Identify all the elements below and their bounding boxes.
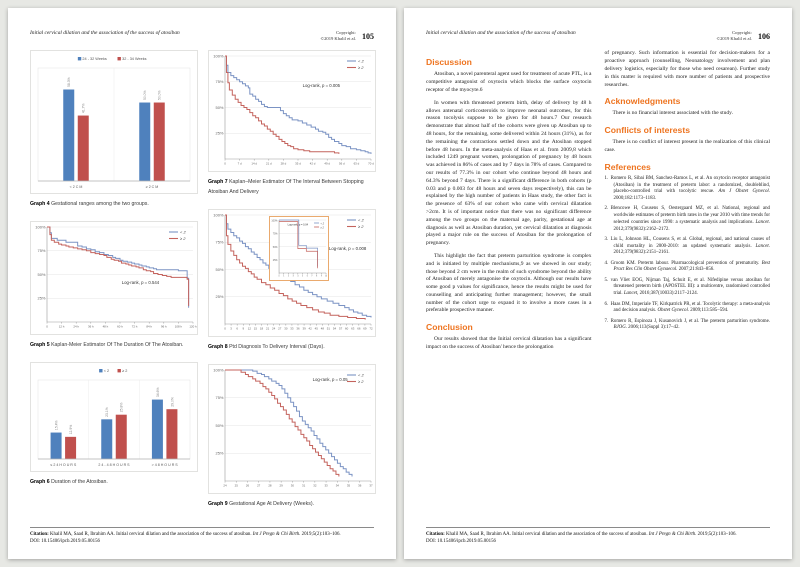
svg-text:Log-rank, p = 0.005: Log-rank, p = 0.005: [302, 83, 341, 89]
svg-text:12: 12: [247, 326, 251, 331]
svg-text:Log-rank, p = 0.05: Log-rank, p = 0.05: [312, 377, 348, 383]
graph9-chart: [208, 364, 376, 494]
svg-text:63: 63: [351, 326, 355, 331]
svg-text:Log-rank, p = 0.04: Log-rank, p = 0.04: [287, 223, 308, 227]
graph8-caption-label: Graph 8: [208, 344, 228, 351]
graph5-caption: [30, 341, 196, 351]
svg-text:18: 18: [259, 326, 264, 331]
svg-text:6: 6: [306, 276, 308, 279]
reference-item: 1. Romero R, Sibai BM, Sanchez-Ramos L, et al. An oxytocin receptor antagonist (Atosiban) in the treatment of preterm labor: a randomized, doubleblind, placebo-controlled trial with tocolytic rescue. Am J Obstet Gynecol. 2000;182:1173–1183.: [604, 175, 770, 202]
svg-text:35 d: 35 d: [295, 161, 301, 166]
svg-text:70 d: 70 d: [368, 161, 374, 166]
svg-text:3: 3: [230, 326, 232, 331]
svg-text:60: 60: [345, 326, 349, 331]
svg-text:29.0%: 29.0%: [170, 397, 175, 407]
svg-text:36: 36: [358, 483, 362, 488]
svg-text:Log-rank, p = 0.544: Log-rank, p = 0.544: [121, 280, 160, 286]
svg-text:24 h: 24 h: [73, 324, 80, 329]
graph9-caption: [208, 500, 374, 510]
svg-text:> 4 8 H O U R S: > 4 8 H O U R S: [151, 463, 178, 468]
svg-text:84 h: 84 h: [146, 324, 153, 329]
svg-text:0: 0: [278, 276, 280, 279]
svg-text:0: 0: [224, 161, 226, 166]
svg-text:2: 2: [287, 276, 289, 279]
svg-text:27: 27: [257, 483, 261, 488]
svg-text:10: 10: [324, 276, 327, 279]
svg-text:24: 24: [272, 326, 276, 331]
conclusion-continuation: of pregnancy. Such information is essential for decision-makers for a proactive approach (counselling, Neonatology involvement and plan delivery logistics, especially for those who need cesarean). Further study in this matter is required with more number of patients and prospective researches.: [604, 50, 770, 88]
svg-text:50%: 50%: [272, 246, 278, 250]
page-number: 105: [362, 31, 374, 41]
graph9-caption-text: Gestational Age At Delivery (Weeks).: [229, 501, 315, 507]
page-header: [30, 30, 374, 42]
svg-text:21: 21: [265, 326, 270, 331]
svg-text:36: 36: [296, 326, 300, 331]
running-title: Initial cervical dilation and the association of the success of atosiban: [30, 30, 180, 36]
reference-item: 3. Liu L, Johnson HL, Cousens S, et al. Global, regional, and national causes of child mortality in 2000-2010: an updated systematic analysis. Lancet. 2012;379(9832):2151–2161.: [604, 236, 770, 256]
graph5-chart: [30, 221, 198, 335]
conflicts-heading: Conflicts of interests: [604, 125, 690, 136]
graph7-chart: [208, 50, 376, 172]
graph4-caption-label: Graph 4: [30, 201, 50, 208]
conclusion-heading: Conclusion: [426, 322, 473, 333]
citation-label: Citation:: [30, 531, 49, 537]
svg-text:< 2: < 2: [103, 369, 110, 374]
figure-graph6: [30, 362, 196, 488]
svg-text:69: 69: [363, 326, 367, 331]
citation-doi: DOI: 10.15406/ipcb.2019.05.00156: [30, 538, 100, 544]
svg-text:15.4%: 15.4%: [54, 420, 59, 431]
svg-text:120 h: 120 h: [189, 324, 197, 329]
graph8-inset-chart: [269, 216, 329, 281]
svg-text:36 h: 36 h: [87, 324, 94, 329]
svg-text:24: 24: [223, 483, 227, 488]
text-column-left: [426, 50, 592, 357]
svg-text:54: 54: [332, 326, 337, 331]
citation-text: Khalil MA, Saad R, Ibrahim AA. Initial cervical dilation and the association of the success of atosiban.: [445, 531, 648, 537]
svg-text:32: 32: [313, 483, 317, 488]
conflicts-text: There is no conflict of interest present in the realization of this clinical case.: [604, 139, 770, 153]
running-title: Initial cervical dilation and the association of the success of atosiban: [426, 30, 576, 36]
graph5-caption-text: Kaplan-Meier Estimator Of The Duration Of The Atosiban.: [51, 342, 184, 349]
svg-text:30: 30: [284, 326, 288, 331]
svg-text:75%: 75%: [215, 79, 224, 85]
svg-text:51: 51: [326, 326, 331, 331]
svg-text:41.7%: 41.7%: [81, 103, 86, 114]
svg-text:33: 33: [324, 483, 328, 488]
svg-text:23.1%: 23.1%: [105, 407, 110, 417]
svg-text:12 h: 12 h: [58, 324, 65, 329]
text-columns: [426, 50, 770, 357]
citation-footer: [30, 527, 374, 545]
references-heading: References: [604, 161, 651, 172]
svg-text:25%: 25%: [215, 450, 224, 456]
svg-text:33: 33: [290, 326, 294, 331]
references-list: [605, 176, 771, 332]
svg-text:6: 6: [236, 326, 238, 331]
svg-text:14 d: 14 d: [251, 161, 258, 166]
svg-text:50%: 50%: [215, 266, 224, 272]
svg-text:8: 8: [315, 276, 317, 279]
citation-volume: 2019;5(2):103–106.: [697, 531, 737, 537]
copyright-label: Copyright:: [732, 30, 752, 35]
svg-text:63 d: 63 d: [353, 161, 360, 166]
svg-text:2 4 - 4 8 H O U R S: 2 4 - 4 8 H O U R S: [98, 463, 130, 468]
svg-text:25%: 25%: [215, 294, 224, 300]
svg-text:≥ 2 C M: ≥ 2 C M: [145, 185, 159, 190]
figure-graph4: [30, 50, 196, 210]
svg-text:≥ 2: ≥ 2: [358, 378, 364, 384]
reference-item: 6. Haas DM, Imperiale TF, Kirkpatrick PR, et al. Tocolytic therapy: a meta-analysis and decision analysis. Obstet Gynecol. 2009;113:585–594.: [604, 301, 770, 314]
svg-text:0: 0: [46, 324, 48, 329]
discussion-paragraph-1: Atosiban, a novel parenteral agent used for treatment of acute PTL, is a competitive antagonist of oxytocin which blocks the surface oxytocin receptor of the myocyte.6: [426, 71, 592, 93]
svg-text:75%: 75%: [215, 239, 224, 245]
acknowledgments-text: There is no financial interest associated with the study.: [612, 110, 733, 117]
svg-text:75%: 75%: [272, 232, 278, 236]
svg-text:< 2: < 2: [180, 229, 186, 235]
svg-text:50%: 50%: [37, 272, 46, 278]
graph6-caption: [30, 478, 196, 488]
citation-line: [30, 531, 374, 545]
svg-text:34.6%: 34.6%: [155, 387, 160, 398]
svg-text:Log-rank, p = 0.008: Log-rank, p = 0.008: [328, 246, 367, 252]
svg-text:75%: 75%: [37, 248, 46, 254]
graph7-caption-text: Kaplan–Meier Estimator Of The Interval Between Stopping Atosiban And Delivery: [208, 179, 364, 196]
svg-text:25%: 25%: [272, 259, 278, 263]
svg-text:9: 9: [242, 326, 245, 331]
svg-text:100%: 100%: [271, 219, 278, 223]
svg-text:3: 3: [292, 276, 294, 279]
svg-text:30: 30: [290, 483, 294, 488]
svg-text:≥ 2: ≥ 2: [122, 369, 128, 374]
svg-text:25: 25: [234, 483, 238, 488]
svg-text:25%: 25%: [37, 295, 46, 301]
svg-text:100%: 100%: [213, 367, 224, 373]
acknowledgments-heading: Acknowledgments: [604, 96, 681, 107]
graph4-caption: [30, 200, 196, 210]
citation-text: Khalil MA, Saad R, Ibrahim AA. Initial cervical dilation and the association of the success of atosiban.: [49, 531, 252, 537]
citation-footer: [426, 527, 770, 545]
copyright-block: [717, 30, 752, 42]
svg-text:25%: 25%: [215, 130, 224, 136]
figure-graph9: [208, 364, 374, 510]
conclusion-paragraph: Our results showed that the Initial cervical dilatation has a significant impact on the success of Atosiban' hence the prolongation: [426, 336, 592, 351]
svg-text:35: 35: [346, 483, 351, 488]
graph8-chart: [208, 209, 376, 337]
svg-text:60 h: 60 h: [117, 324, 123, 329]
discussion-paragraph-2: In women with threatened preterm birth, delay of delivery by 48 h allows antenatal corticosteroids to improve neonatal outcomes, for this reason tocolysis suppose to be given for 48 hours.7 Our research demonstrate that almost half of the cohorts were given up Atosiban up to 48 hours, for the remaining, some delivered within 24 hours (31%), as for the remaining the contractions settled down and the Atosiban stopped before 48 hours. In the meta-analysis of Haas et al. from 2009,8 which included 1249 pregnant women, prolongation of pregnancy by 48 hours was achieved in 86% of cases and by 7 days in 78% of cases. Compared to our results of 77.3% in our cohort who continue beyond 48 hours and 64.3% beyond 7 days. There is a significant difference in both cohorts (p 0.03 and p 0.003 for 48 hours and seven days respectively), this can be explained by the high number of patients in Haas study, the other fact is the presence of 63% of our cohort who came with cervical dilatation >2cm. It is of important notice that there was no significant difference among the two groups on the maternal age, parity, gestational age at diagnosis as well as Atosiban duration, yet cervical dilatation at diagnosis played a major rule on the success of Atosiban for the prolongation of pregnancy.: [426, 99, 592, 247]
text-column-right: [605, 50, 771, 357]
svg-text:57: 57: [338, 326, 343, 331]
svg-text:0: 0: [224, 326, 226, 331]
svg-text:4: 4: [297, 276, 299, 279]
reference-item: 7. Romero R, Espinoza J, Kusanovich J, et al. The preterm parturition syndrome. BJOG. 2006;113(Suppl 3):17–42.: [604, 318, 770, 331]
copyright-holder: ©2019 Khalil et al.: [320, 36, 356, 42]
graph4-caption-text: Gestational ranges among the two groups.: [51, 201, 149, 208]
graph4-chart: [30, 50, 198, 194]
graph8-caption: [208, 343, 374, 353]
svg-text:48 h: 48 h: [102, 324, 109, 329]
svg-text:108 h: 108 h: [174, 324, 183, 329]
svg-text:50.0%: 50.0%: [143, 90, 148, 101]
page-number: 106: [758, 31, 770, 41]
page-header: [426, 30, 770, 42]
reference-item: 5. van Vliet EOG, Nijman Taj, Schuit E, et al. Nifedipine versus atosiban for threatened preterm birth (APOSTEL III): a multicentre, randomised controlled trial. Lancet, 2016;387(10033):2117–2124.: [604, 277, 770, 297]
svg-text:28 d: 28 d: [280, 161, 287, 166]
svg-text:34: 34: [335, 483, 339, 488]
copyright-label: Copyright:: [336, 30, 356, 35]
figure-graph5: [30, 221, 196, 351]
svg-text:100%: 100%: [213, 53, 224, 59]
header-right: [717, 30, 770, 42]
svg-text:96 h: 96 h: [160, 324, 167, 329]
svg-text:27: 27: [278, 326, 282, 331]
svg-text:29: 29: [279, 483, 283, 488]
svg-text:15: 15: [253, 326, 258, 331]
header-right: [321, 30, 374, 42]
svg-text:48: 48: [320, 326, 324, 331]
svg-text:9: 9: [320, 276, 322, 279]
svg-text:< 2: < 2: [358, 58, 364, 64]
svg-text:39: 39: [302, 326, 306, 331]
svg-text:37: 37: [369, 483, 373, 488]
graph6-chart: [30, 362, 198, 472]
svg-text:56 d: 56 d: [338, 161, 345, 166]
graph8-caption-text: Ptd Diagnosis To Delivery Interval (Days).: [229, 344, 325, 351]
svg-text:75%: 75%: [215, 395, 224, 401]
svg-text:31: 31: [302, 483, 306, 488]
svg-text:50%: 50%: [215, 422, 224, 428]
svg-text:< 2: < 2: [358, 217, 364, 223]
citation-volume: 2019;5(2):103–106.: [301, 531, 341, 537]
citation-journal: Int J Pregn & Chi Birth.: [648, 531, 697, 537]
svg-text:< 2 C M: < 2 C M: [69, 185, 83, 190]
svg-text:50%: 50%: [215, 105, 224, 111]
page-105: [8, 8, 396, 559]
citation-label: Citation:: [426, 531, 445, 537]
svg-text:50.0%: 50.0%: [157, 90, 162, 101]
svg-text:100%: 100%: [35, 224, 46, 230]
discussion-paragraph-3: This highlight the fact that preterm parturition syndrome is complex and is initiated by multiple mechanisms,9 as we showed in our study; those beyond 2 cm were in the realm of such syndrome beyond the ability of Atosiban of merely antagonise the oxytocin. Although our results have some good p values for significance, hence the results might be used for counselling and anticipating further management; however, the small number of the cohort urge to expand it to involve a more cases in a preferable prospective manner.: [426, 252, 592, 314]
page-106: [404, 8, 792, 559]
graph7-caption-label: Graph 7: [208, 179, 228, 186]
svg-text:≥ 2: ≥ 2: [320, 226, 324, 230]
graph6-caption-label: Graph 6: [30, 479, 50, 486]
svg-text:100%: 100%: [213, 212, 224, 218]
svg-text:5: 5: [301, 276, 303, 279]
svg-text:58.3%: 58.3%: [67, 77, 72, 88]
svg-text:49 d: 49 d: [324, 161, 331, 166]
svg-text:< 2: < 2: [320, 222, 324, 226]
svg-text:7 d: 7 d: [237, 161, 242, 166]
svg-text:≥ 2: ≥ 2: [358, 223, 364, 229]
figure-graph8: [208, 209, 374, 353]
svg-text:≥ 2: ≥ 2: [180, 236, 186, 242]
svg-text:26: 26: [245, 483, 250, 488]
svg-text:42: 42: [308, 326, 312, 331]
figure-column-left: [30, 50, 196, 521]
citation-journal: Int J Pregn & Chi Birth.: [252, 531, 301, 537]
svg-text:28: 28: [268, 483, 272, 488]
graph6-caption-text: Duration of the Atosiban.: [51, 479, 108, 486]
reference-item: 2. Blencowe H, Cousens S, Oestergaard MZ, et al. National, regional and worldwide estimates of preterm birth rates in the year 2010 with time trends for selected countries since 1990: a systematic analysis and implications. Lancet. 2012;379(9832):2162–2172.: [604, 206, 770, 232]
svg-text:21 d: 21 d: [265, 161, 272, 166]
copyright-block: [321, 30, 356, 42]
svg-text:≥ 2: ≥ 2: [358, 65, 364, 71]
discussion-heading: Discussion: [426, 57, 472, 68]
svg-text:≤ 2 4 H O U R S: ≤ 2 4 H O U R S: [50, 463, 77, 468]
svg-text:< 2: < 2: [358, 372, 364, 378]
svg-text:42 d: 42 d: [309, 161, 316, 166]
reference-item: 4. Groom KM. Preterm labour. Pharmacological prevention of prematurity. Best Pract Res Clin Obstet Gynaecol. 2007;21:843–856.: [604, 260, 770, 273]
svg-text:1: 1: [282, 276, 285, 279]
citation-line: [426, 531, 770, 545]
svg-text:12.9%: 12.9%: [68, 424, 73, 435]
figure-columns: [30, 50, 374, 521]
svg-text:66: 66: [357, 326, 361, 331]
svg-text:24 - 32 Weeks: 24 - 32 Weeks: [82, 57, 107, 62]
figure-graph7: [208, 50, 374, 198]
svg-text:45: 45: [314, 326, 318, 331]
copyright-holder: ©2019 Khalil et al.: [716, 36, 752, 42]
graph5-caption-label: Graph 5: [30, 342, 50, 349]
figure-column-right: [208, 50, 374, 521]
svg-text:72 h: 72 h: [131, 324, 138, 329]
svg-text:72: 72: [369, 326, 373, 331]
citation-doi: DOI: 10.15406/ipcb.2019.05.00156: [426, 538, 496, 544]
svg-text:32 - 34 Weeks: 32 - 34 Weeks: [122, 57, 147, 62]
svg-text:7: 7: [311, 276, 313, 279]
graph7-caption: [208, 178, 374, 198]
graph9-caption-label: Graph 9: [208, 501, 228, 507]
svg-text:25.8%: 25.8%: [119, 402, 124, 413]
